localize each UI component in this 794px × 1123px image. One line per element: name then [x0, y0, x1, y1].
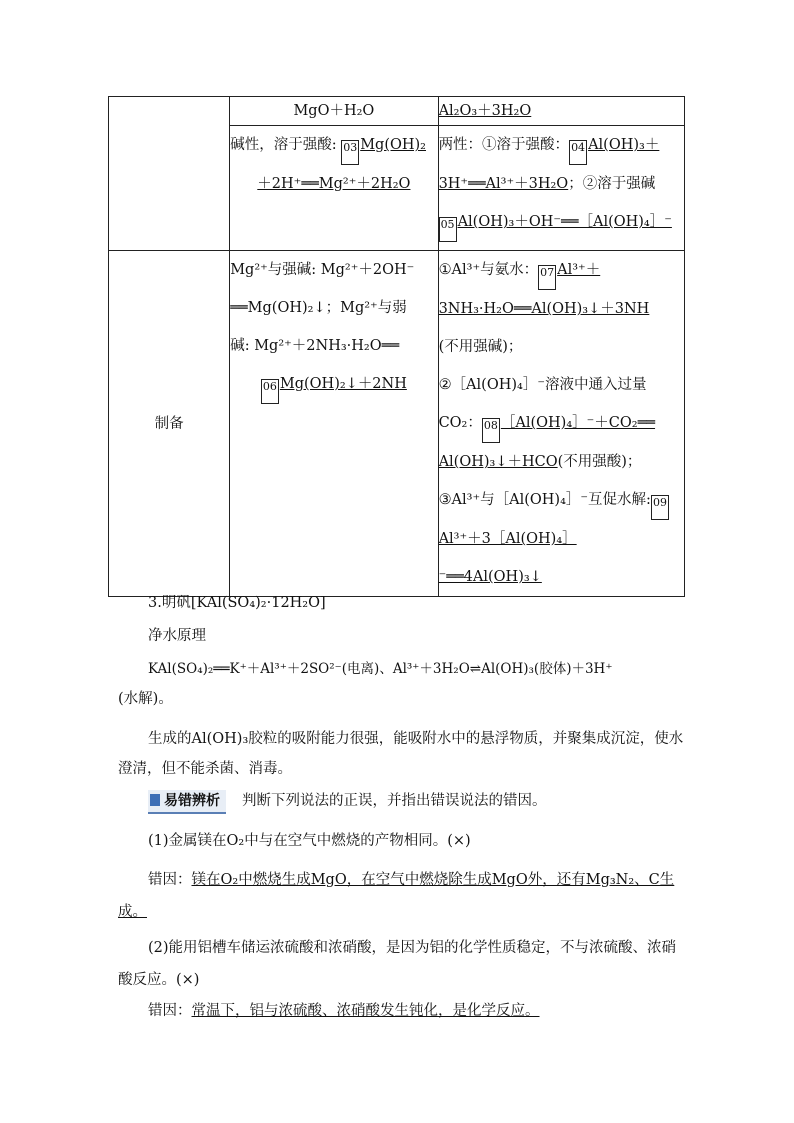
mg-prep-line3: 碱: Mg²⁺＋2NH₃·H₂O══ [230, 338, 400, 354]
al-prep-l3: (不用强碱)； [438, 339, 523, 355]
al-prep-l8: Al³⁺＋3［Al(OH)₄］ [438, 531, 577, 547]
error-analysis-tag [148, 790, 226, 814]
reason-2: 常温下，铝与浓硫酸、浓硝酸发生钝化，是化学反应。 [191, 1003, 540, 1019]
section-heading [118, 592, 688, 614]
row-label-properties [109, 97, 230, 251]
error-item-1-text: (1)金属镁在O₂中与在空气中燃烧的产物相同。(×) [148, 833, 471, 849]
answer-number-07: 07 [538, 265, 556, 290]
answer-number-05: 05 [439, 217, 457, 242]
reason-label-2: 错因： [148, 1003, 192, 1019]
answer-number-09: 09 [651, 495, 669, 520]
mg-prep-line1: Mg²⁺与强碱: Mg²⁺＋2OH⁻ [230, 262, 415, 278]
al-prep-l2: 3NH₃·H₂O══Al(OH)₃↓＋3NH [438, 301, 650, 317]
answer-number-06: 06 [261, 379, 279, 404]
alum-equation-tail: (水解)。 [118, 691, 173, 707]
al-prep-l1-eq: Al³⁺＋ [557, 262, 601, 278]
table-row-preparation [109, 251, 685, 597]
al-prep-l4: ②［Al(OH)₄］⁻溶液中通入过量 [438, 377, 647, 393]
al-prep-l5-eq: ［Al(OH)₄］⁻＋CO₂══ [500, 415, 656, 431]
error-item-2 [118, 932, 688, 996]
al-prep-l6-text: (不用强酸)； [557, 454, 642, 470]
mgo-prop-eq1: Mg(OH)₂ [360, 137, 426, 153]
al-prop-text2: ；②溶于强碱 [568, 176, 656, 192]
al-header: Al₂O₃＋3H₂O [438, 103, 532, 119]
al-header-cell [438, 97, 684, 126]
mgo-prop-text: 碱性，溶于强酸: [230, 137, 337, 153]
mg-prep-line4: Mg(OH)₂↓＋2NH [279, 376, 407, 392]
al-property-cell [438, 126, 684, 251]
row-label-preparation: 制备 [109, 251, 230, 597]
al-prep-l1-text: ①Al³⁺与氨水： [438, 262, 539, 278]
mgo-header: MgO＋H₂O [293, 103, 375, 119]
answer-number-04: 04 [569, 140, 587, 165]
mgo-property-cell [230, 126, 438, 251]
explanation-block [118, 724, 688, 784]
section-subtitle: 净水原理 [148, 628, 206, 644]
error-item-2-text: (2)能用铝槽车储运浓硫酸和浓硝酸，是因为铝的化学性质稳定，不与浓硫酸、浓硝酸反应。(×) [118, 940, 677, 988]
al-prep-l7-text: ③Al³⁺与［Al(OH)₄］⁻互促水解: [438, 492, 651, 508]
al-prep-l9: ⁻══4Al(OH)₃↓ [438, 569, 542, 585]
error-tag-label: 易错辨析 [164, 793, 220, 809]
error-item-1 [118, 830, 688, 852]
error-item-2-reason [118, 1000, 688, 1022]
al-preparation-cell [438, 251, 684, 597]
reason-label-1: 错因： [148, 872, 192, 888]
equation-block [118, 658, 688, 710]
properties-table [108, 96, 685, 597]
answer-number-08: 08 [482, 418, 500, 443]
error-item-1-reason [118, 864, 688, 928]
al-prep-l5-text: CO₂： [438, 415, 482, 431]
al-prop-eq3: Al(OH)₃＋OH⁻══［Al(OH)₄］⁻ [457, 214, 672, 230]
al-prop-eq1: Al(OH)₃＋ [588, 137, 660, 153]
al-prop-eq2: 3H⁺══Al³⁺＋3H₂O [438, 176, 569, 192]
error-instruction: 判断下列说法的正误，并指出错误说法的错因。 [242, 793, 547, 809]
error-analysis-header [118, 790, 688, 814]
al-prop-text: 两性：①溶于强酸： [438, 137, 570, 153]
mg-prep-line2: ══Mg(OH)₂↓；Mg²⁺与弱 [230, 300, 407, 316]
mgo-prop-eq2: ＋2H⁺══Mg²⁺＋2H₂O [257, 176, 411, 192]
mgo-header-cell [230, 97, 438, 126]
alum-explanation: 生成的Al(OH)₃胶粒的吸附能力很强，能吸附水中的悬浮物质，并聚集成沉淀，使水澄清，但不能杀菌、消毒。 [118, 731, 684, 777]
table-row-properties [109, 97, 685, 126]
al-prep-l6-eq: Al(OH)₃↓＋HCO [438, 454, 558, 470]
book-icon [150, 794, 160, 806]
section-title: 3.明矾[KAl(SO₄)₂·12H₂O] [148, 595, 326, 611]
alum-equation: KAl(SO₄)₂══K⁺＋Al³⁺＋2SO²⁻(电离)、Al³⁺＋3H₂O⇌Al(OH)₃(胶体)＋3H⁺ [148, 661, 613, 677]
reason-1: 镁在O₂中燃烧生成MgO，在空气中燃烧除生成MgO外，还有Mg₃N₂、C生成。 [118, 872, 675, 920]
section-subheading-block [118, 625, 688, 647]
answer-number-03: 03 [341, 140, 359, 165]
mg-preparation-cell [230, 251, 438, 597]
